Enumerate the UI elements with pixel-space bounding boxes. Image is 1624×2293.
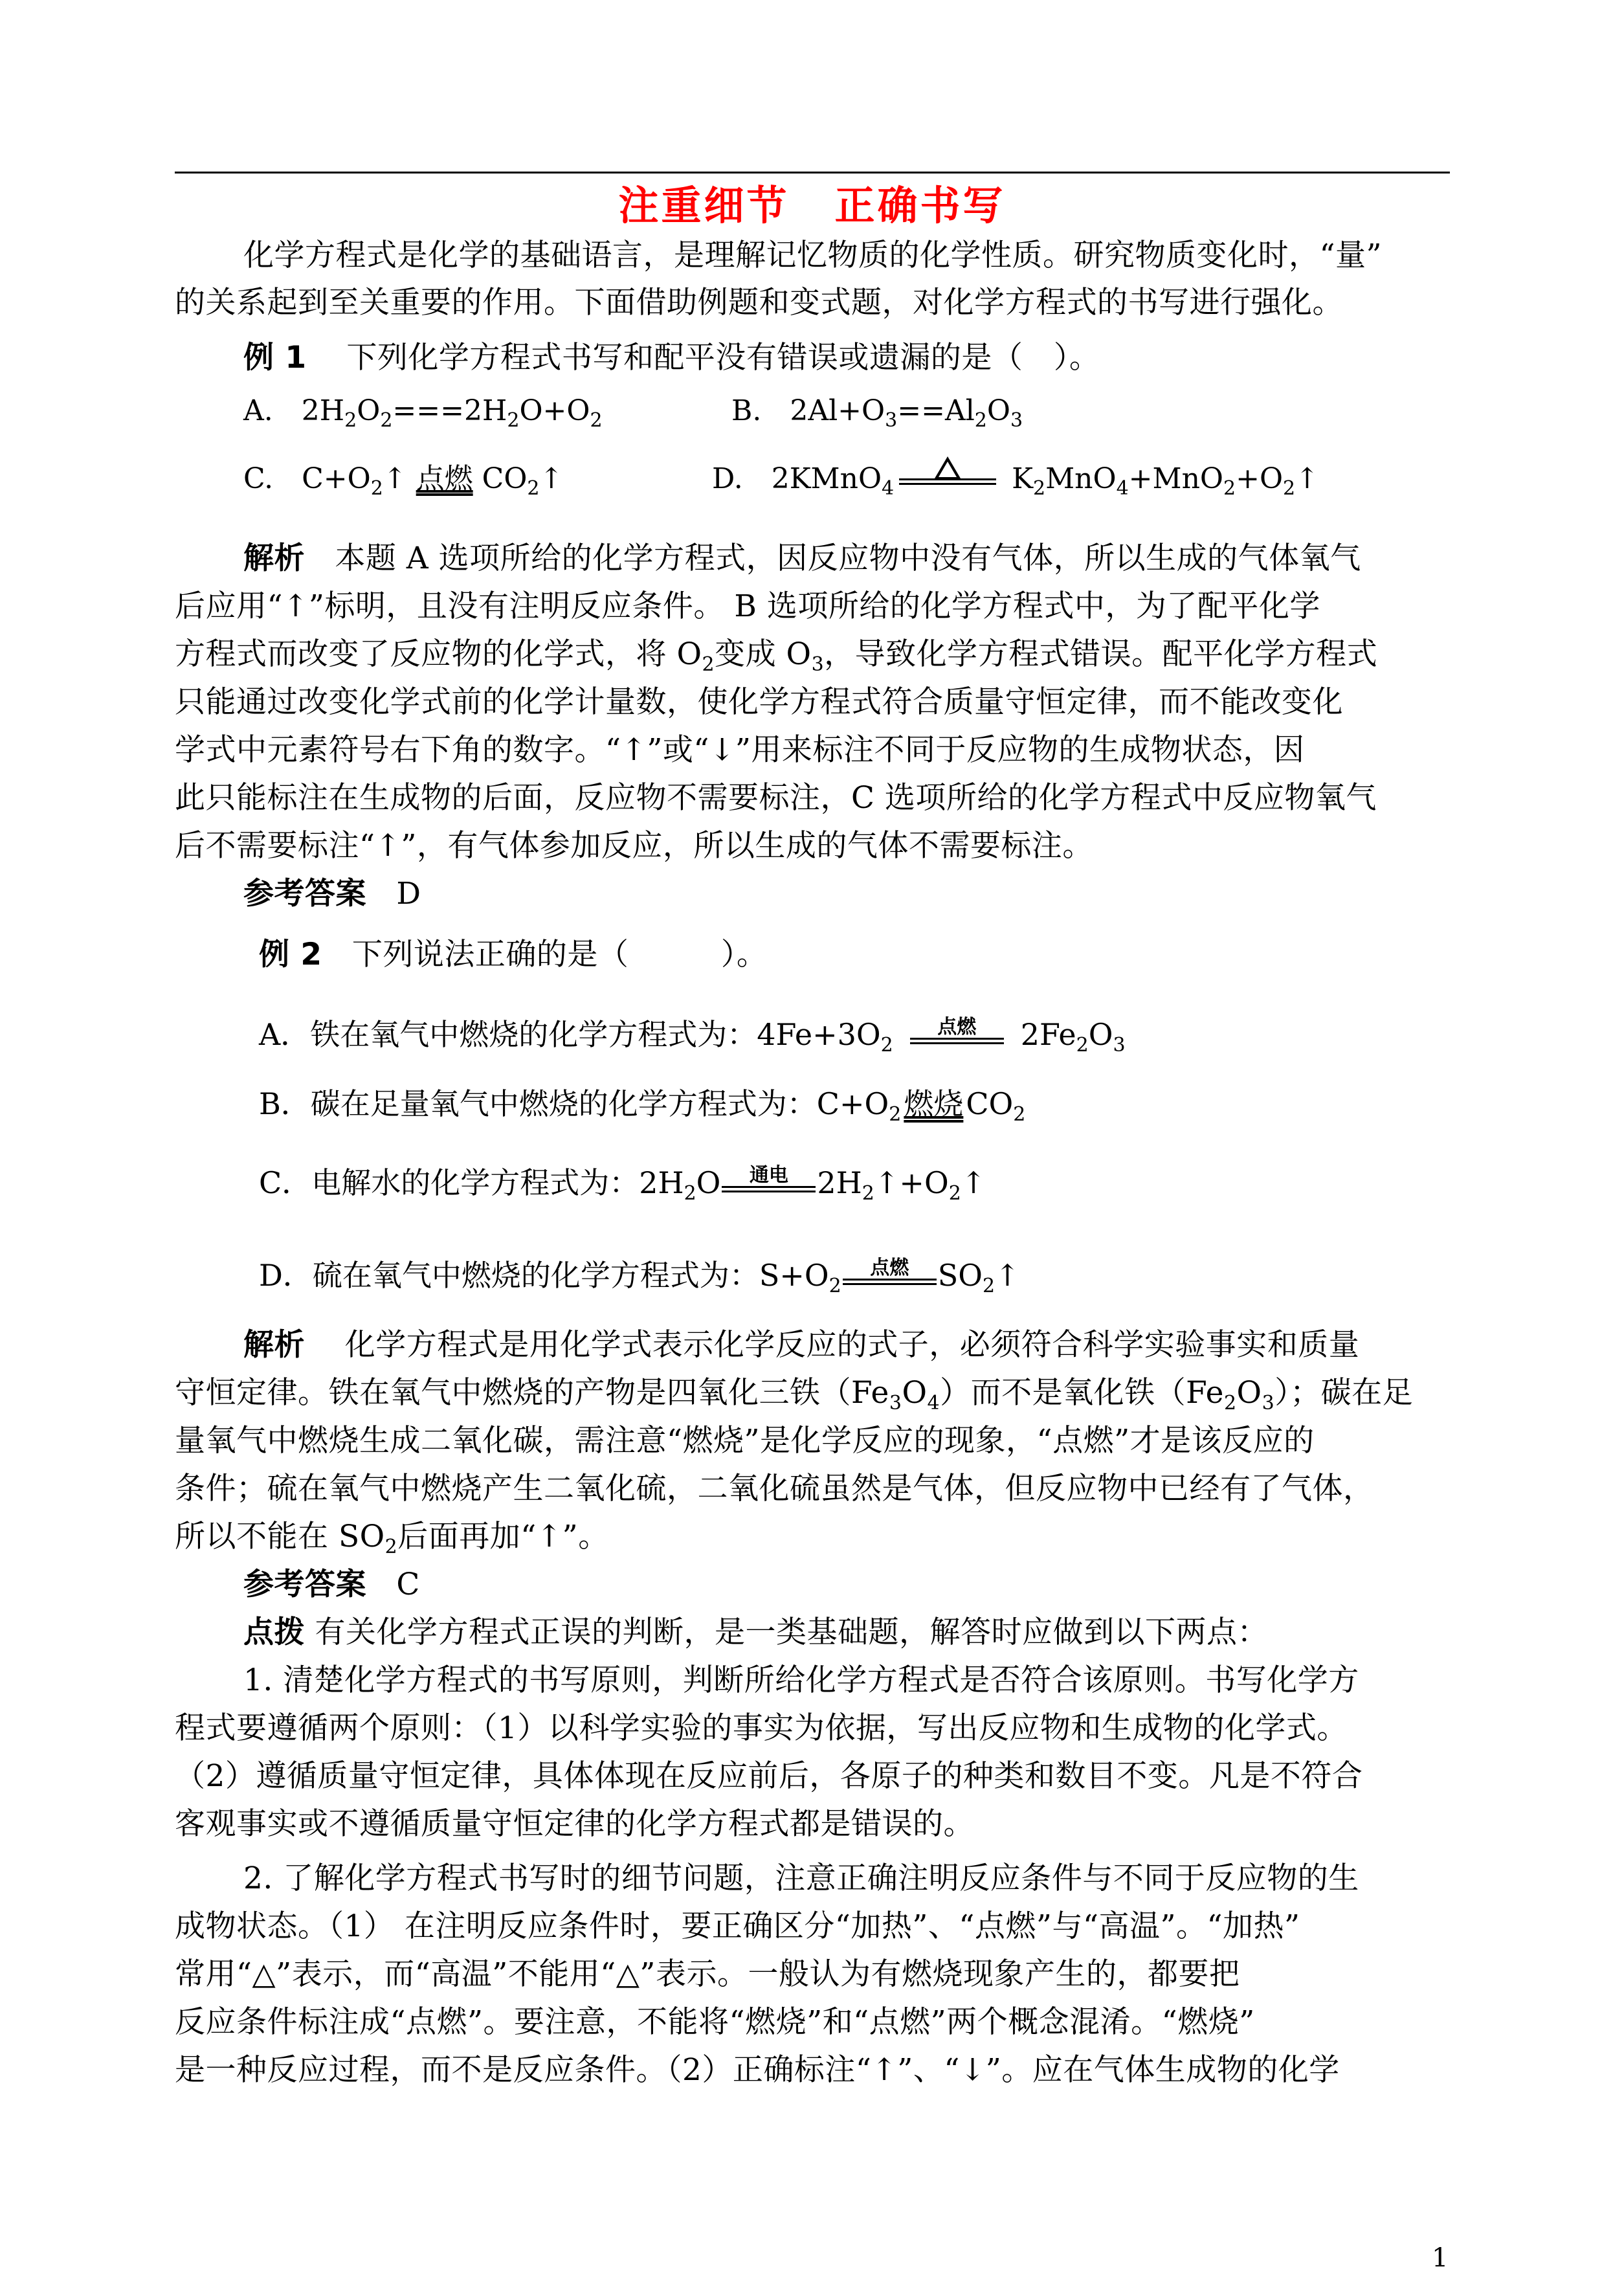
analysis-1-line-7: 后不需要标注“↑”，有气体参加反应，所以生成的气体不需要标注。 <box>175 828 1093 864</box>
example-2-option-a: A．铁在氧气中燃烧的化学方程式为：$4Fe+3O_2$ 点燃 $2Fe_2O_3$ <box>259 1016 1126 1057</box>
example-1-option-a: A. $2H_2O_2===2H_2O+O_2$ <box>243 394 603 432</box>
condition-burn: 燃烧 <box>904 1086 964 1121</box>
tip-point-2-line-5: 是一种反应过程，而不是反应条件。（2）正确标注“↑”、“↓”。应在气体生成物的化学 <box>175 2052 1340 2088</box>
tip-point-2-line-1: 2. 了解化学方程式书写时的细节问题，注意正确注明反应条件与不同于反应物的生 <box>243 1861 1359 1896</box>
header-rule <box>175 172 1450 173</box>
analysis-1-line-6: 此只能标注在生成物的后面，反应物不需要标注，C 选项所给的化学方程式中反应物氧气 <box>175 780 1377 816</box>
tip-point-2-line-2: 成物状态。（1） 在注明反应条件时，要正确区分“加热”、“点燃”与“高温”。“加热” <box>175 1908 1300 1944</box>
answer-2 <box>243 1562 1450 1607</box>
condition-ignite: 点燃 <box>416 462 473 495</box>
tip-line-1: 点拨 有关化学方程式正误的判断，是一类基础题，解答时应做到以下两点： <box>243 1615 1268 1650</box>
analysis-2-label: 解析 <box>243 1327 305 1363</box>
ignite-condition: 点燃 <box>910 1017 1004 1044</box>
answer-1-value: D <box>396 876 421 912</box>
example-1-question <box>243 335 1450 381</box>
tip-label: 点拨 <box>243 1615 305 1650</box>
example-2-label: 例 2 <box>259 937 322 972</box>
analysis-2-line-4: 条件；硫在氧气中燃烧产生二氧化硫，二氧化硫虽然是气体，但反应物中已经有了气体， <box>175 1471 1374 1506</box>
example-2-option-d: D．硫在氧气中燃烧的化学方程式为：$S+O_2$ 点燃 $SO_2↑$ <box>259 1257 1020 1297</box>
intro-line-1: 化学方程式是化学的基础语言，是理解记忆物质的化学性质。研究物质变化时，“量” <box>243 238 1383 273</box>
example-1-option-c: C. $C+O_2↑$ 点燃 $CO_2↑$ <box>243 462 564 500</box>
analysis-1-line-4: 只能通过改变化学式前的化学计量数，使化学方程式符合质量守恒定律，而不能改变化 <box>175 684 1343 720</box>
heat-condition <box>899 456 996 485</box>
answer-1-label: 参考答案 <box>243 876 366 912</box>
example-1-label: 例 1 <box>243 340 307 375</box>
answer-2-label: 参考答案 <box>243 1567 366 1602</box>
analysis-1-line-3: 方程式而改变了反应物的化学式，将 $O_2$变成 $O_3$，导致化学方程式错误。配平化学方程式 <box>175 636 1378 676</box>
ignite-condition-d: 点燃 <box>843 1258 937 1285</box>
example-2-question: 例 2 下列说法正确的是（ ）。 <box>259 937 768 972</box>
analysis-1-line-2: 后应用“↑”标明，且没有注明反应条件。 B 选项所给的化学方程式中，为了配平化学 <box>175 588 1320 624</box>
tip-point-1-line-1: 1. 清楚化学方程式的书写原则，判断所给化学方程式是否符合该原则。书写化学方 <box>243 1662 1359 1698</box>
tip-point-2-line-4: 反应条件标注成“点燃”。要注意，不能将“燃烧”和“点燃”两个概念混淆。“燃烧” <box>175 2004 1255 2040</box>
answer-1 <box>243 871 1450 917</box>
tip-point-1-line-2: 程式要遵循两个原则：（1）以科学实验的事实为依据，写出反应物和生成物的化学式。 <box>175 1710 1348 1746</box>
answer-2-value: C <box>396 1567 420 1602</box>
tip-point-1-line-3: （2）遵循质量守恒定律，具体体现在反应前后，各原子的种类和数目不变。凡是不符合 <box>175 1758 1363 1794</box>
example-2-option-c: C．电解水的化学方程式为：$2H_2O$ 通电 $2H_2↑+O_2↑$ <box>259 1164 986 1205</box>
title-part-2: 正确书写 <box>834 182 1006 229</box>
triangle-icon <box>935 456 961 478</box>
analysis-1-line-1: 解析 本题 A 选项所给的化学方程式，因反应物中没有气体，所以生成的气体氧气 <box>243 541 1361 576</box>
example-1-option-b: B. $2Al+O_3==Al_2O_3$ <box>731 394 1023 432</box>
intro-line-2: 的关系起到至关重要的作用。下面借助例题和变式题，对化学方程式的书写进行强化。 <box>175 285 1343 320</box>
example-1-option-d: D. 2KMnO$_4$ $K_2MnO_4+MnO_2+O_2↑$ <box>712 456 1319 502</box>
electrolysis-condition: 通电 <box>722 1165 816 1192</box>
page-title <box>0 180 1624 232</box>
analysis-2-line-3: 量氧气中燃烧生成二氧化碳，需注意“燃烧”是化学反应的现象，“点燃”才是该反应的 <box>175 1423 1315 1459</box>
example-2-option-b: B．碳在足量氧气中燃烧的化学方程式为：$C+O_2$燃烧$CO_2$ <box>259 1086 1026 1126</box>
example-1-text: 下列化学方程式书写和配平没有错误或遗漏的是（ ）。 <box>346 340 1100 375</box>
page-number: 1 <box>1432 2243 1449 2273</box>
tip-point-2-line-3: 常用“△”表示，而“高温”不能用“△”表示。一般认为有燃烧现象产生的，都要把 <box>175 1956 1240 1992</box>
analysis-2-line-1: 解析 化学方程式是用化学式表示化学反应的式子，必须符合科学实验事实和质量 <box>243 1327 1360 1363</box>
analysis-1-label: 解析 <box>243 541 305 576</box>
analysis-2-line-2: 守恒定律。铁在氧气中燃烧的产物是四氧化三铁$(Fe_3O_4)$而不是氧化铁$(Fe_2O_3)$；碳在足 <box>175 1375 1414 1415</box>
analysis-1-line-5: 学式中元素符号右下角的数字。“↑”或“↓”用来标注不同于反应物的生成物状态，因 <box>175 732 1305 768</box>
title-part-1: 注重细节 <box>618 182 790 229</box>
analysis-2-line-5: 所以不能在 $SO_2$后面再加“↑”。 <box>175 1519 609 1558</box>
tip-point-1-line-4: 客观事实或不遵循质量守恒定律的化学方程式都是错误的。 <box>175 1806 974 1842</box>
